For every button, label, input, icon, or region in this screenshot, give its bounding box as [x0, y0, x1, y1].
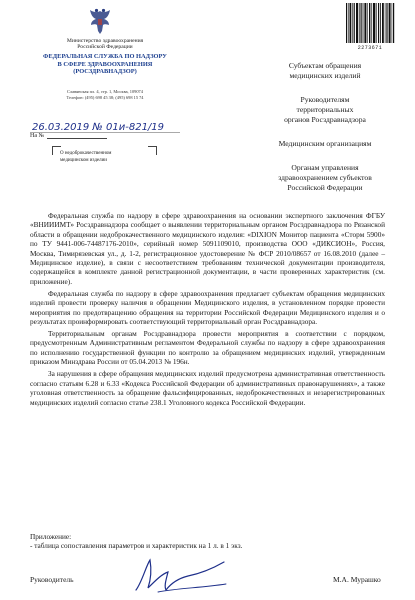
appendix-label: Приложение: — [30, 532, 72, 541]
subject-bracket-right — [148, 146, 157, 155]
ministry-name: Министерство здравоохранения Российской Федерации — [66, 38, 144, 51]
addressee-subjects: Субъектам обращения медицинских изделий — [288, 61, 362, 80]
reference-number-field: На № — [30, 133, 107, 139]
addressee-territorial-heads: Руководителям территориальных органов Росздравнадзора — [284, 95, 366, 124]
appendix — [30, 532, 242, 551]
handwritten-signature — [128, 552, 238, 596]
svg-text:26.03.2019 № 01и-821/19: 26.03.2019 № 01и-821/19 — [32, 122, 165, 133]
body-paragraph: Федеральная служба по надзору в сфере здравоохранения предлагает субъектам обращения медицинских изделий провести проверку наличия в обращении Медицинского изделия, в установленном порядке провести мероприятия по предотвращению обращения на территории Российской Федерации Медицинского изделия и о результатах проинформировать соответствующий территориальный орган Росздравнадзора. — [30, 288, 385, 327]
body-paragraph: За нарушения в сфере обращения медицинских изделий предусмотрена административная ответственность согласно статьям 6.28 и 6.33 «Кодекса Российской Федерации об административных правонарушениях», а также уголовная ответственность за обращение фальсифицированных, недоброкачественных и незарегистрированных медицинских изделий согласно статье 238.1 Уголовного кодекса Российской Федерации. — [30, 369, 385, 407]
addressee-health-authorities: Органам управления здравоохранением субъектов Российской Федерации — [278, 163, 372, 192]
signer-position: Руководитель — [30, 575, 74, 584]
letter-body — [30, 211, 385, 410]
body-paragraph: Территориальным органам Росздравнадзора провести мероприятия в соответствии с порядком, предусмотренным Административным регламентом Федеральной службы по надзору в сфере здравоохранения по исполнению государственной функции по контролю за обращением медицинских изделий, утвержденным приказом Минздрава России от 05.04.2013 № 196н. — [30, 329, 385, 367]
handwritten-date — [30, 118, 190, 134]
coat-of-arms-icon — [87, 7, 113, 37]
body-paragraph: Федеральная служба по надзору в сфере здравоохранения на основании экспертного заключения ФГБУ «ВНИИИМТ» Росздравнадзора сообщает о выявлении территориальным органом Росздравнадзора по Рязанской области в обращении недоброкачественного медицинского изделия: «DIXION Монитор пациента «Сторм 5900» по ТУ 9441-006-74487176-2010», серийный номер 5091109010, производства ООО «ДИКСИОН», Россия, Москва, Тимирязевская ул., д. 1-2, регистрационное удостоверение № ФСР 2010/08657 от 16.08.2010 (далее – Медицинское изделие), в связи с несоответствием требованиям технической документации производителя, содержащейся в комплекте данной регистрационной документации, в части проверенных характеристик (см. приложение). — [30, 211, 385, 286]
sender-address: Славянская пл. 4, стр. 1, Москва, 109074 Телефон: (495) 698 45 38; (495) 698 15 74 — [66, 89, 144, 100]
subject-note: О недоброкачественном медицинском изделии — [60, 151, 112, 163]
addressee-medical-orgs: Медицинским организациям — [278, 139, 372, 148]
appendix-item: - таблица сопоставления параметров и характеристик на 1 л. в 1 экз. — [30, 541, 243, 551]
barcode-number: 2273671 — [357, 45, 383, 51]
service-name: ФЕДЕРАЛЬНАЯ СЛУЖБА ПО НАДЗОРУ В СФЕРЕ ЗДРАВООХРАНЕНИЯ (РОСЗДРАВНАДЗОР) — [43, 53, 167, 76]
barcode — [345, 3, 395, 43]
signer-name: М.А. Мурашко — [333, 575, 381, 584]
